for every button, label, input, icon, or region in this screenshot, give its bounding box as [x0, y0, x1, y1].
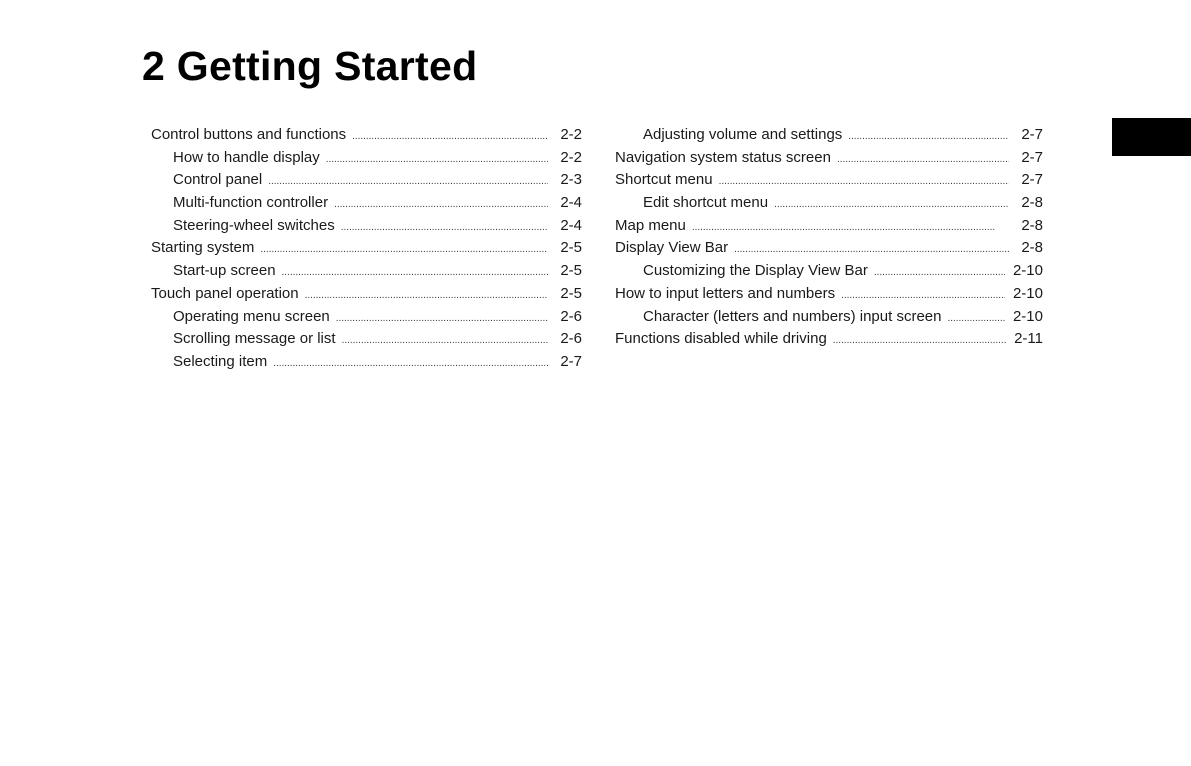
toc-dot-leader [342, 330, 548, 353]
toc-dot-leader [326, 149, 548, 172]
toc-entry-label: Customizing the Display View Bar [643, 262, 868, 280]
toc-entry-label: Adjusting volume and settings [643, 126, 843, 143]
toc-entry[interactable] [615, 169, 1043, 192]
toc-right-column [615, 124, 1043, 351]
toc-page-number: 2-4 [560, 216, 582, 234]
toc-page-number: 2-7 [1021, 126, 1043, 143]
toc-entry-label: Control panel [173, 171, 263, 189]
toc-entry-label: Scrolling message or list [173, 330, 336, 348]
toc-page-number: 2-7 [1021, 171, 1043, 189]
toc-entry[interactable] [151, 283, 582, 306]
toc-entry-label: How to handle display [173, 148, 320, 166]
toc-entry[interactable] [615, 147, 1043, 170]
toc-entry[interactable] [151, 351, 582, 374]
toc-page-number: 2-8 [1021, 194, 1043, 212]
toc-entry-label: Starting system [151, 239, 255, 257]
toc-dot-leader [273, 353, 548, 376]
toc-dot-leader [874, 262, 1005, 285]
toc-entry[interactable] [615, 283, 1043, 306]
toc-entry[interactable] [151, 124, 582, 147]
toc-dot-leader [774, 194, 1009, 217]
toc-page-number: 2-6 [560, 330, 582, 348]
toc-dot-leader [837, 149, 1009, 172]
toc-entry[interactable] [151, 147, 582, 170]
toc-page-number: 2-10 [1012, 284, 1043, 302]
toc-dot-leader [336, 308, 548, 331]
toc-entry[interactable] [151, 237, 582, 260]
toc-entry[interactable] [615, 306, 1043, 329]
toc-entry[interactable] [151, 260, 582, 283]
toc-page-number: 2-10 [1012, 262, 1043, 280]
toc-dot-leader [841, 285, 1005, 308]
toc-page-number: 2-4 [560, 194, 582, 212]
toc-entry[interactable] [615, 215, 1043, 238]
toc-dot-leader [734, 239, 1009, 262]
toc-page-number: 2-6 [560, 307, 582, 325]
toc-entry-label: How to input letters and numbers [615, 284, 836, 302]
toc-entry[interactable] [151, 328, 582, 351]
toc-dot-leader [334, 194, 548, 217]
toc-entry-label: Start-up screen [173, 262, 276, 280]
toc-entry-label: Steering-wheel switches [173, 216, 335, 234]
toc-page-number: 2-11 [1014, 330, 1043, 348]
toc-dot-leader [268, 171, 548, 194]
toc-dot-leader [848, 126, 1009, 149]
toc-entry-label: Functions disabled while driving [615, 330, 827, 348]
toc-entry[interactable] [615, 260, 1043, 283]
toc-dot-leader [833, 330, 1006, 353]
toc-dot-leader [947, 308, 1004, 331]
toc-dot-leader [692, 217, 1009, 240]
toc-dot-leader [719, 171, 1009, 194]
toc-entry-label: Control buttons and functions [151, 126, 347, 143]
toc-page-number: 2-10 [1012, 307, 1043, 325]
toc-dot-leader [305, 285, 548, 308]
toc-page-number: 2-2 [560, 148, 582, 166]
chapter-tab-marker [1112, 118, 1191, 156]
toc-entry[interactable] [615, 237, 1043, 260]
toc-dot-leader [260, 239, 548, 262]
toc-entry-label: Operating menu screen [173, 307, 330, 325]
toc-entry-label: Selecting item [173, 352, 268, 370]
toc-entry-label: Display View Bar [615, 239, 729, 257]
toc-entry-label: Multi-function controller [173, 194, 329, 212]
toc-page-number: 2-5 [560, 284, 582, 302]
toc-entry[interactable] [151, 192, 582, 215]
toc-page-number: 2-3 [560, 171, 582, 189]
toc-left-column [151, 124, 582, 374]
toc-page-number: 2-7 [560, 352, 582, 370]
toc-entry-label: Edit shortcut menu [643, 194, 769, 212]
toc-page-number: 2-5 [560, 239, 582, 257]
toc-entry-label: Touch panel operation [151, 284, 299, 302]
toc-entry[interactable] [615, 192, 1043, 215]
toc-dot-leader [341, 217, 548, 240]
toc-page-number: 2-2 [560, 126, 582, 143]
toc-entry[interactable] [615, 328, 1043, 351]
toc-entry[interactable] [615, 124, 1043, 147]
toc-page-number: 2-5 [560, 262, 582, 280]
toc-entry-label: Character (letters and numbers) input screen [643, 307, 942, 325]
toc-entry[interactable] [151, 169, 582, 192]
toc-entry-label: Shortcut menu [615, 171, 713, 189]
toc-page-number: 2-8 [1021, 216, 1043, 234]
toc-entry-label: Navigation system status screen [615, 148, 831, 166]
toc-page-number: 2-8 [1021, 239, 1043, 257]
toc-dot-leader [352, 126, 548, 149]
toc-entry[interactable] [151, 215, 582, 238]
toc-entry[interactable] [151, 306, 582, 329]
toc-page-number: 2-7 [1021, 148, 1043, 166]
toc-dot-leader [282, 262, 548, 285]
toc-entry-label: Map menu [615, 216, 686, 234]
page-title: 2 Getting Started [142, 43, 478, 89]
